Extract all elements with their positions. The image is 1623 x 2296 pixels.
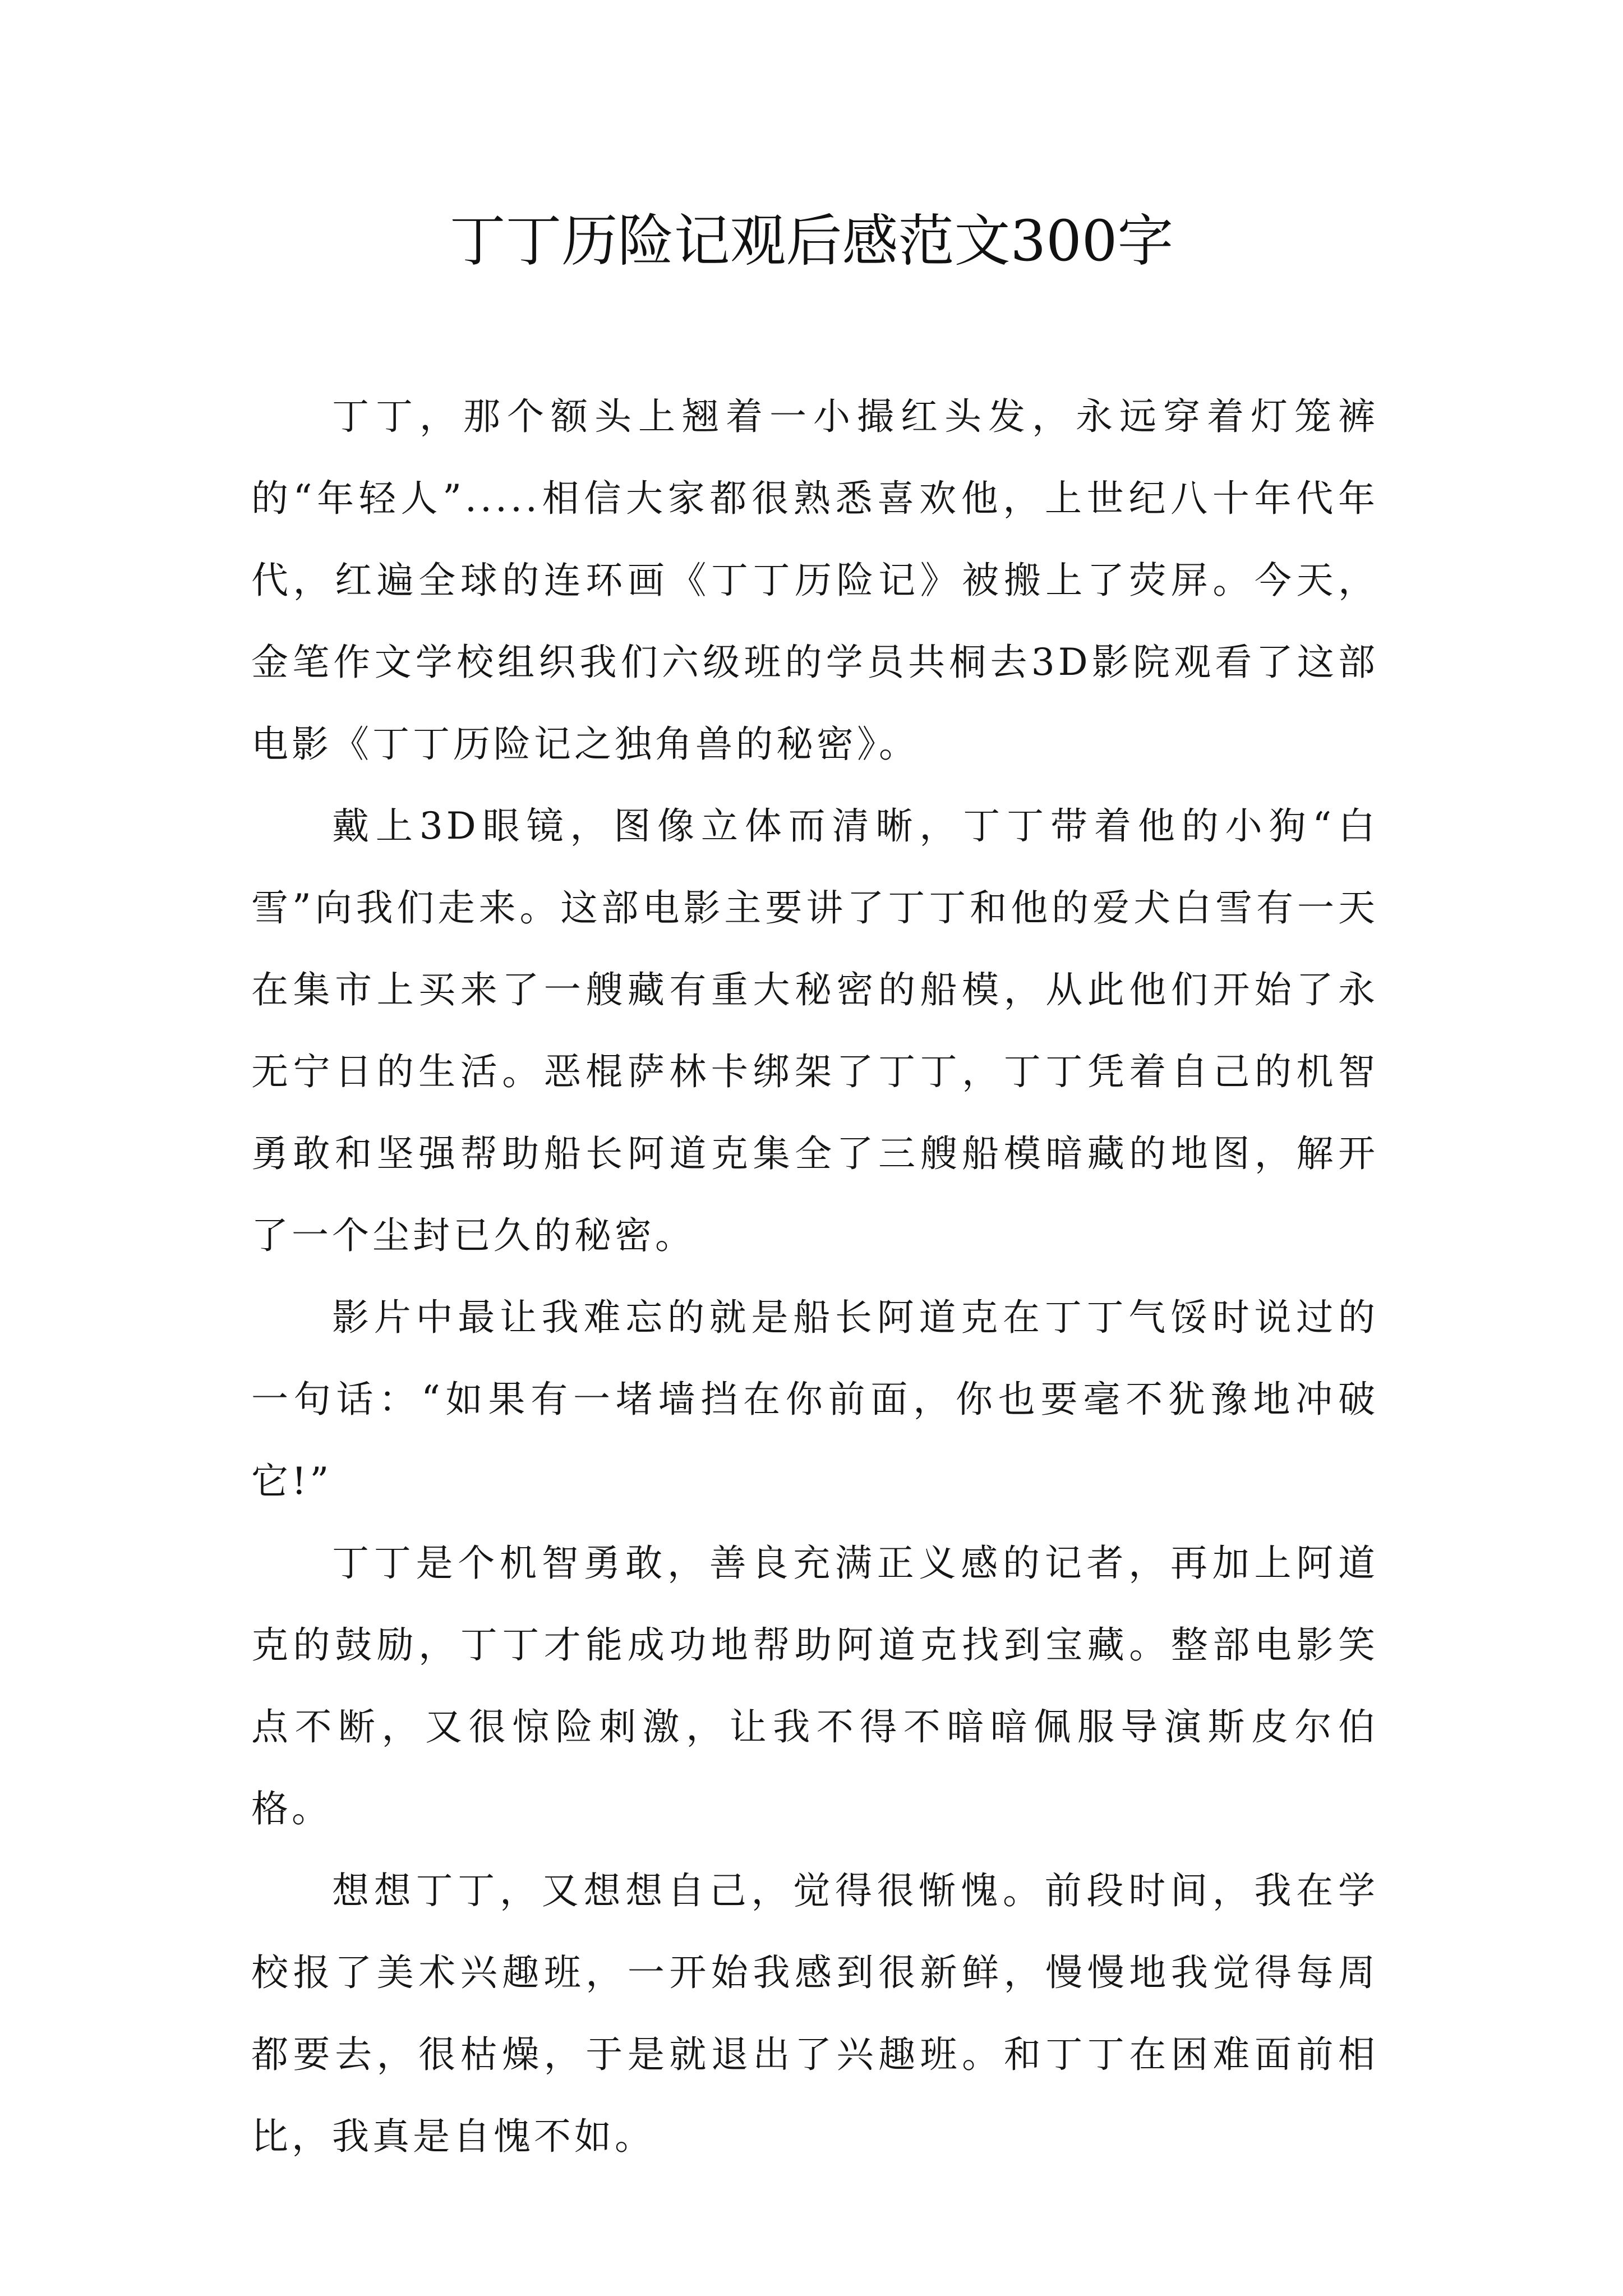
document-body bbox=[251, 376, 1378, 2178]
document-title: 丁丁历险记观后感范文300字 bbox=[449, 208, 1174, 274]
paragraph-5: 想想丁丁，又想想自己，觉得很惭愧。前段时间，我在学校报了美术兴趣班，一开始我感到很新鲜，慢慢地我觉得每周都要去，很枯燥，于是就退出了兴趣班。和丁丁在困难面前相比，我真是自愧不如。 bbox=[251, 1869, 1378, 2158]
paragraph-1: 丁丁，那个额头上翘着一小撮红头发，永远穿着灯笼裤的“年轻人”.....相信大家都很熟悉喜欢他，上世纪八十年代年代，红遍全球的连环画《丁丁历险记》被搬上了荧屏。今天，金笔作文学校组织我们六级班的学员共桐去3D影院观看了这部电影《丁丁历险记之独角兽的秘密》。 bbox=[251, 395, 1378, 766]
paragraph-2: 戴上3D眼镜，图像立体而清晰，丁丁带着他的小狗“白雪”向我们走来。这部电影主要讲了丁丁和他的爱犬白雪有一天在集市上买来了一艘藏有重大秘密的船模，从此他们开始了永无宁日的生活。恶棍萨林卡绑架了丁丁，丁丁凭着自己的机智勇敢和坚强帮助船长阿道克集全了三艘船模暗藏的地图，解开了一个尘封已久的秘密。 bbox=[251, 804, 1378, 1257]
paragraph-3: 影片中最让我难忘的就是船长阿道克在丁丁气馁时说过的一句话：“如果有一堵墙挡在你前面，你也要毫不犹豫地冲破它!” bbox=[251, 1296, 1378, 1503]
paragraph-4: 丁丁是个机智勇敢，善良充满正义感的记者，再加上阿道克的鼓励，丁丁才能成功地帮助阿道克找到宝藏。整部电影笑点不断，又很惊险刺激，让我不得不暗暗佩服导演斯皮尔伯格。 bbox=[251, 1542, 1378, 1830]
